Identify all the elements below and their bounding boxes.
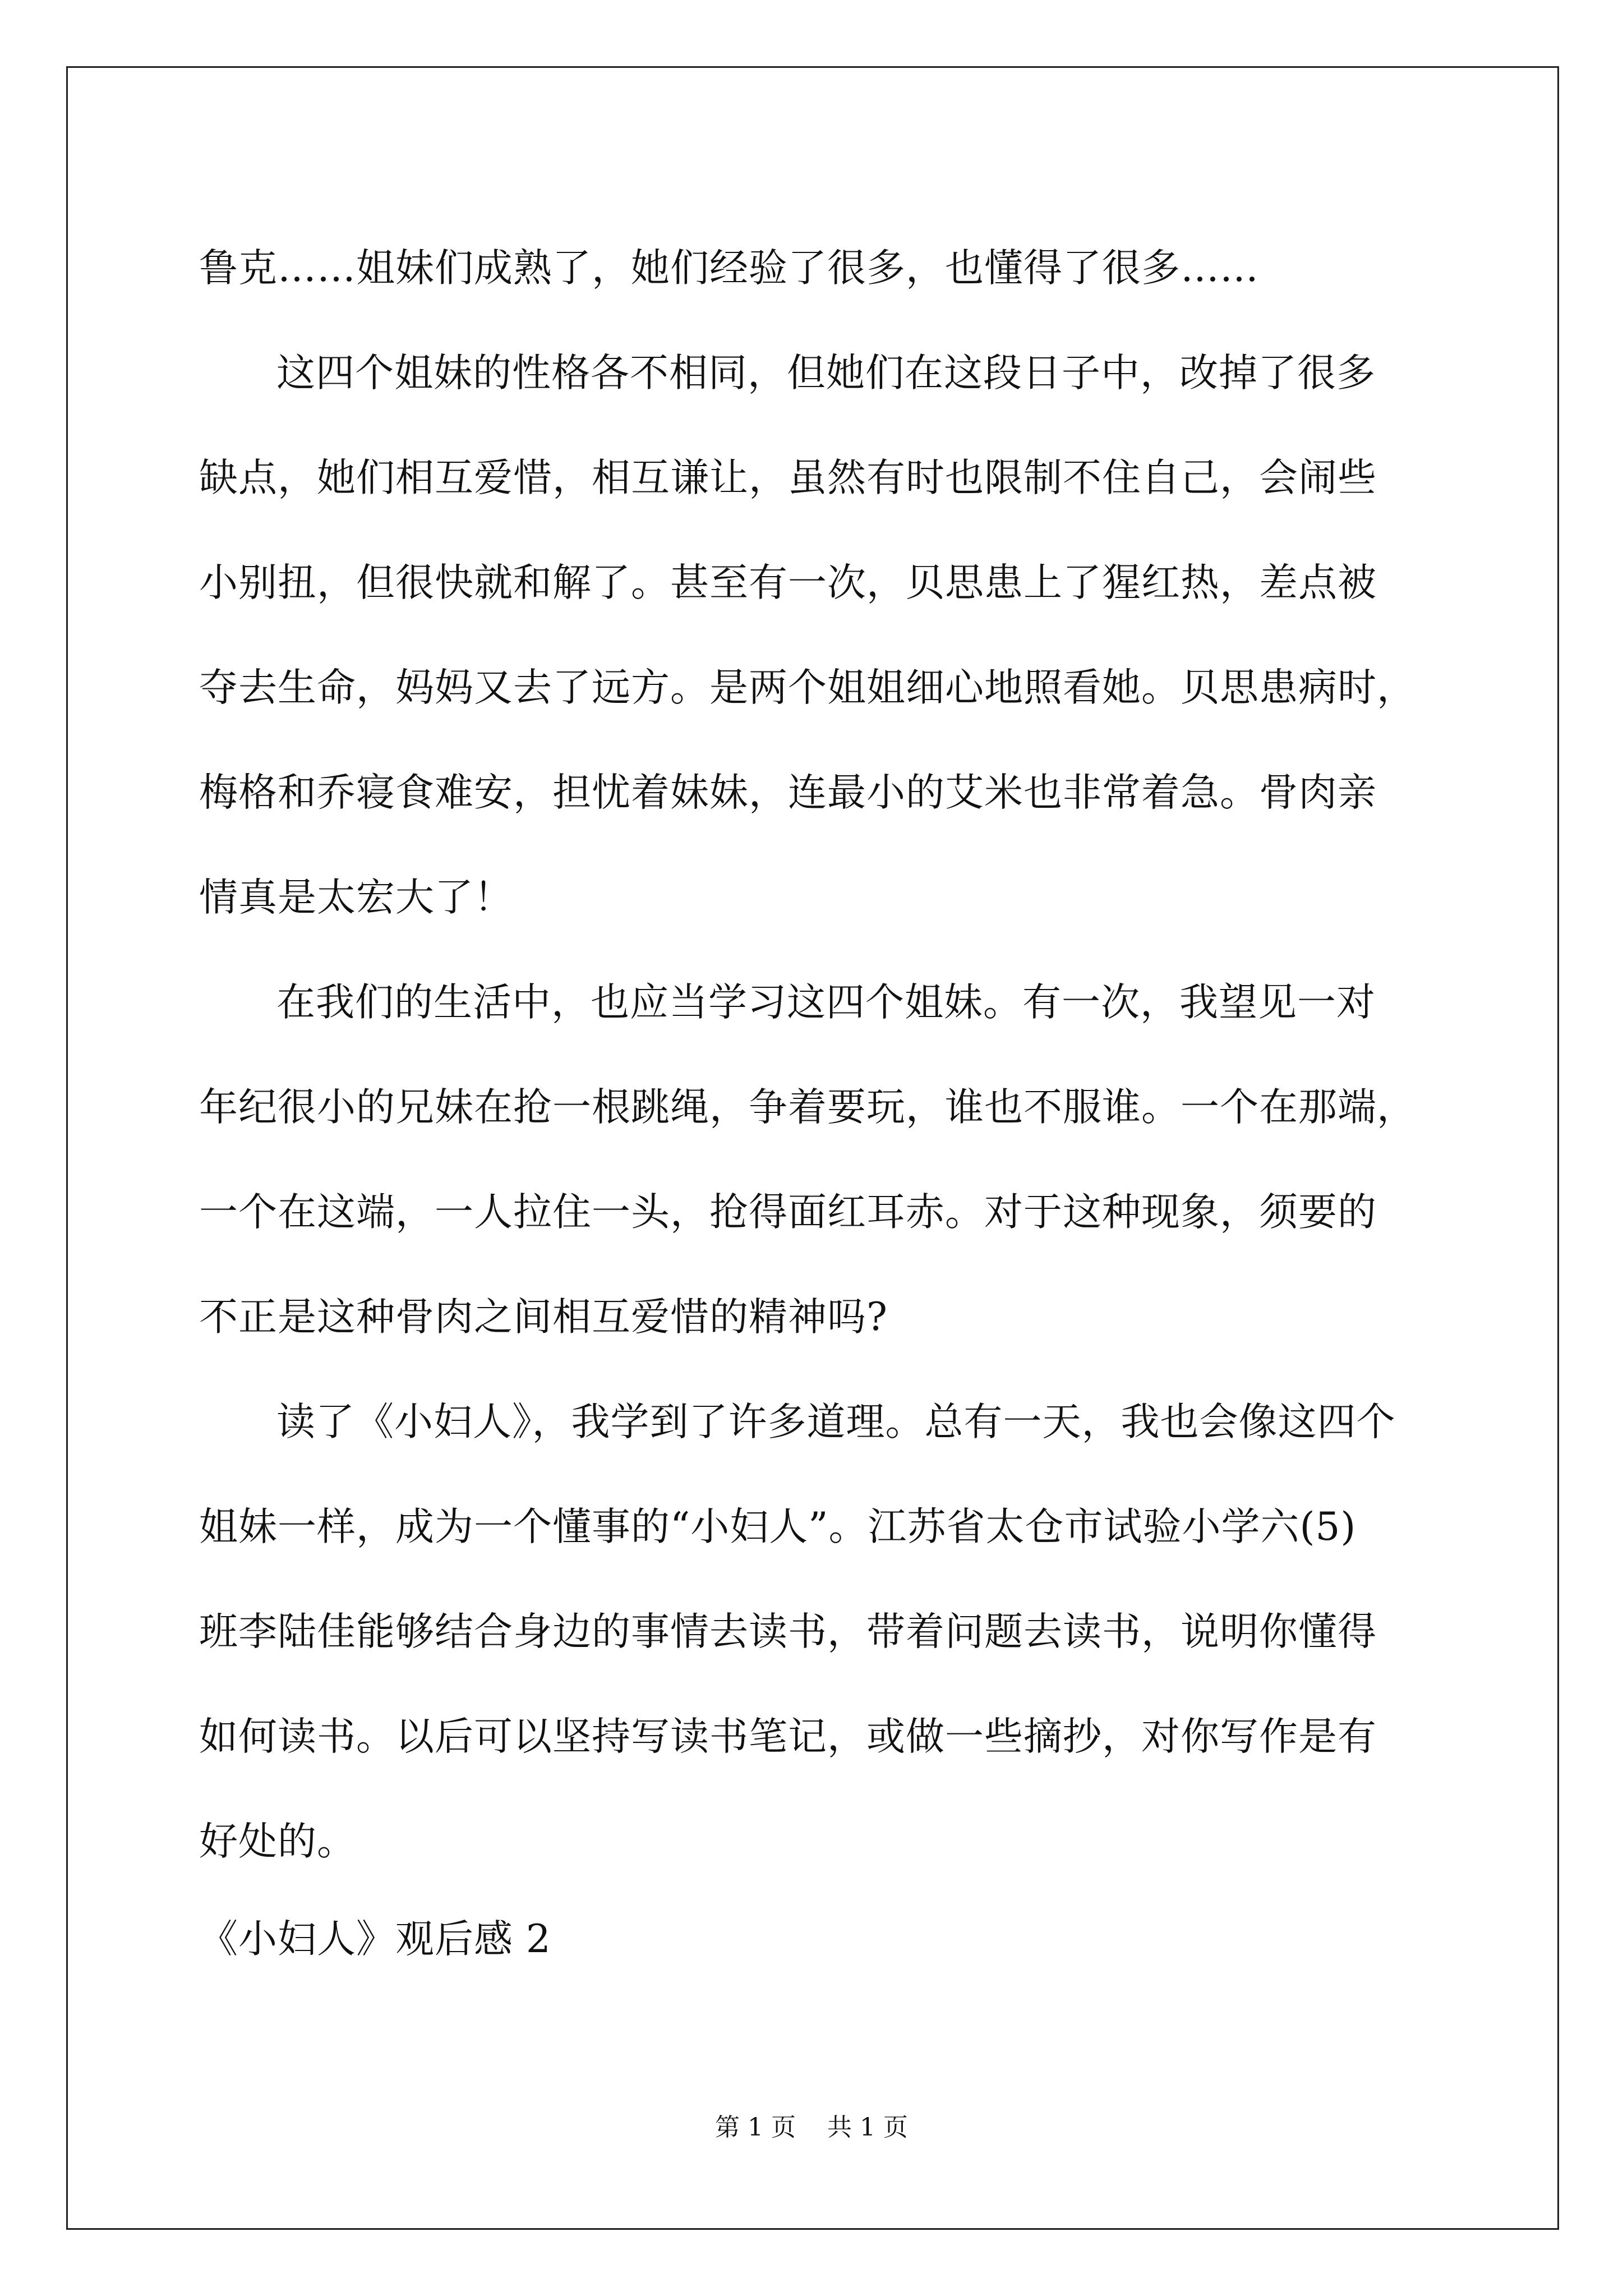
paragraph-line-2: 这四个姐妹的性格各不相同，但她们在这段日子中，改掉了很多 [276,351,1376,395]
paragraph-line-7: 情真是太宏大了！ [199,875,513,920]
paragraph-line-15: 如何读书。以后可以坚持写读书笔记，或做一些摘抄，对你写作是有 [199,1714,1377,1759]
section-heading: 《小妇人》观后感 2 [199,1917,551,1962]
paragraph-line-1: 鲁克……姐妹们成熟了，她们经验了很多，也懂得了很多…… [199,246,1259,291]
paragraph-line-12: 读了《小妇人》，我学到了许多道理。总有一天，我也会像这四个 [276,1400,1396,1444]
paragraph-line-13: 姐妹一样，成为一个懂事的“小妇人”。江苏省太仓市试验小学六(5) [199,1504,1357,1549]
paragraph-line-6: 梅格和乔寝食难安，担忧着妹妹，连最小的艾米也非常着急。骨肉亲 [199,770,1377,815]
document-body [199,216,1433,1894]
paragraph-line-10: 一个在这端，一人拉住一头，抢得面红耳赤。对于这种现象，须要的 [199,1190,1377,1235]
paragraph-line-8: 在我们的生活中，也应当学习这四个姐妹。有一次，我望见一对 [276,980,1376,1025]
page-footer: 第 1 页 共 1 页 [715,2113,908,2142]
paragraph-line-5: 夺去生命，妈妈又去了远方。是两个姐姐细心地照看她。贝思患病时， [199,665,1416,710]
paragraph-line-16: 好处的。 [199,1819,356,1864]
paragraph-line-14: 班李陆佳能够结合身边的事情去读书，带着问题去读书，说明你懂得 [199,1609,1377,1654]
paragraph-line-3: 缺点，她们相互爱惜，相互谦让，虽然有时也限制不住自己，会闹些 [199,455,1377,500]
paragraph-line-11: 不正是这种骨肉之间相互爱惜的精神吗? [199,1295,888,1340]
paragraph-line-9: 年纪很小的兄妹在抢一根跳绳，争着要玩，谁也不服谁。一个在那端， [199,1085,1416,1130]
paragraph-line-4: 小别扭，但很快就和解了。甚至有一次，贝思患上了猩红热，差点被 [199,560,1377,605]
